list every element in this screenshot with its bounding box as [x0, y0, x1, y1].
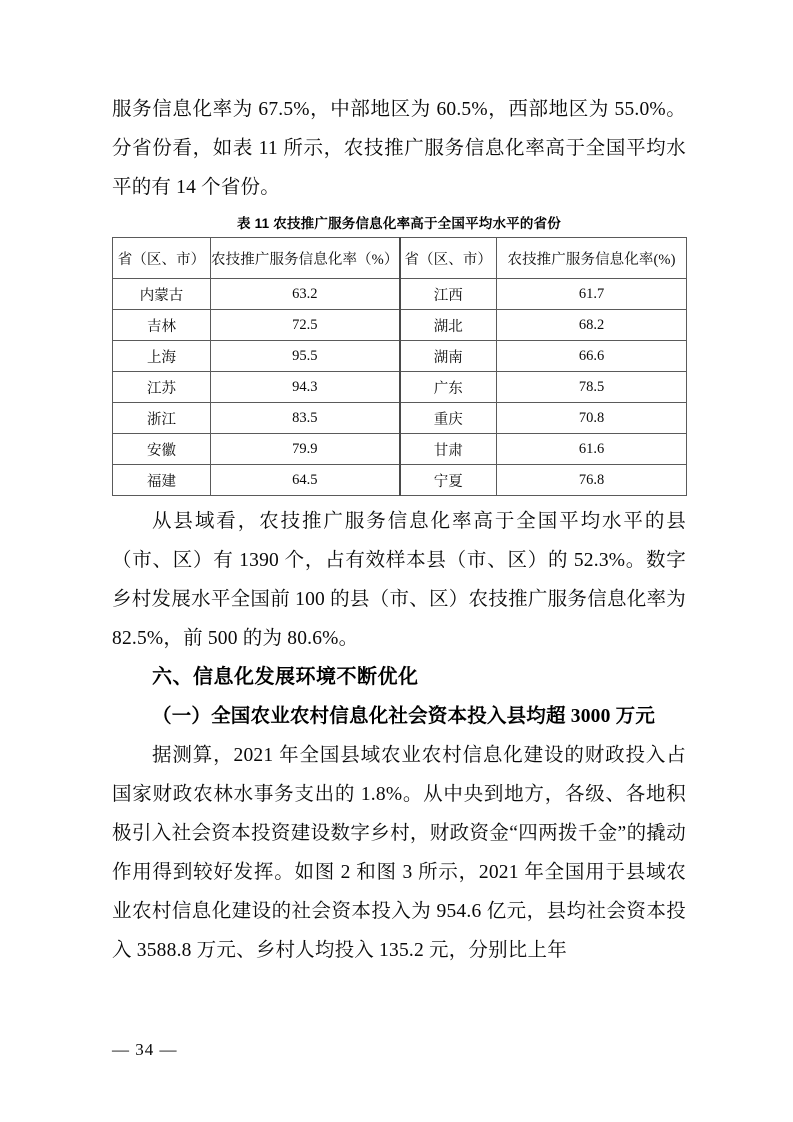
column-header-province-right: 省（区、市）: [400, 238, 497, 279]
cell-province-left: 安徽: [113, 434, 211, 465]
page-number: — 34 —: [112, 1040, 178, 1059]
cell-province-left: 江苏: [113, 372, 211, 403]
paragraph-county-level-stats: 从县域看，农技推广服务信息化率高于全国平均水平的县（市、区）有 1390 个，占有效样本县（市、区）的 52.3%。数字乡村发展水平全国前 100 的县（市、区）农技推广服务信息化率为 82.5%，前 500 的为 80.6%。: [112, 511, 686, 649]
table-row: [113, 279, 687, 310]
heading-section-six: 六、信息化发展环境不断优化: [152, 666, 419, 688]
cell-province-right: 重庆: [400, 403, 497, 434]
cell-rate-right: 66.6: [497, 341, 687, 372]
cell-province-left: 吉林: [113, 310, 211, 341]
cell-rate-right: 76.8: [497, 465, 687, 496]
table-body: [113, 279, 687, 496]
cell-rate-left: 72.5: [211, 310, 400, 341]
cell-rate-left: 64.5: [211, 465, 400, 496]
cell-province-left: 浙江: [113, 403, 211, 434]
cell-rate-left: 95.5: [211, 341, 400, 372]
cell-province-right: 甘肃: [400, 434, 497, 465]
cell-province-right: 广东: [400, 372, 497, 403]
page-content: [112, 90, 686, 970]
table-11-provinces-above-national-average: [112, 237, 687, 496]
cell-rate-right: 78.5: [497, 372, 687, 403]
cell-rate-right: 70.8: [497, 403, 687, 434]
cell-rate-left: 94.3: [211, 372, 400, 403]
column-header-province-left: 省（区、市）: [113, 238, 211, 279]
table-row: [113, 310, 687, 341]
table-11-caption: 表 11 农技推广服务信息化率高于全国平均水平的省份: [237, 216, 561, 231]
paragraph-social-capital-investment: 据测算，2021 年全国县域农业农村信息化建设的财政投入占国家财政农林水事务支出的 1.8%。从中央到地方，各级、各地积极引入社会资本投资建设数字乡村，财政资金“四两拨千金”的撬动作用得到较好发挥。如图 2 和图 3 所示，2021 年全国用于县域农业农村信息化建设的社会资本投入为 954.6 亿元，县均社会资本投入 3588.8 万元、乡村人均投入 135.2 元，分别比上年: [112, 745, 686, 961]
paragraph-service-rates: 服务信息化率为 67.5%，中部地区为 60.5%，西部地区为 55.0%。分省份看，如表 11 所示，农技推广服务信息化率高于全国平均水平的有 14 个省份。: [112, 99, 686, 198]
cell-rate-left: 63.2: [211, 279, 400, 310]
cell-rate-left: 79.9: [211, 434, 400, 465]
cell-province-left: 上海: [113, 341, 211, 372]
cell-rate-right: 61.7: [497, 279, 687, 310]
table-row: [113, 372, 687, 403]
table-11-container: [112, 209, 686, 496]
cell-province-right: 湖北: [400, 310, 497, 341]
cell-province-right: 湖南: [400, 341, 497, 372]
table-row: [113, 465, 687, 496]
cell-rate-right: 68.2: [497, 310, 687, 341]
table-row: [113, 434, 687, 465]
cell-province-left: 内蒙古: [113, 279, 211, 310]
table-header-row: [113, 238, 687, 279]
column-header-rate-left: 农技推广服务信息化率（%）: [211, 238, 400, 279]
heading-subsection-one: （一）全国农业农村信息化社会资本投入县均超 3000 万元: [152, 706, 656, 727]
column-header-rate-right: 农技推广服务信息化率(%): [497, 238, 687, 279]
table-row: [113, 341, 687, 372]
cell-rate-left: 83.5: [211, 403, 400, 434]
cell-province-right: 宁夏: [400, 465, 497, 496]
cell-rate-right: 61.6: [497, 434, 687, 465]
cell-province-right: 江西: [400, 279, 497, 310]
table-head: [113, 238, 687, 279]
table-row: [113, 403, 687, 434]
cell-province-left: 福建: [113, 465, 211, 496]
